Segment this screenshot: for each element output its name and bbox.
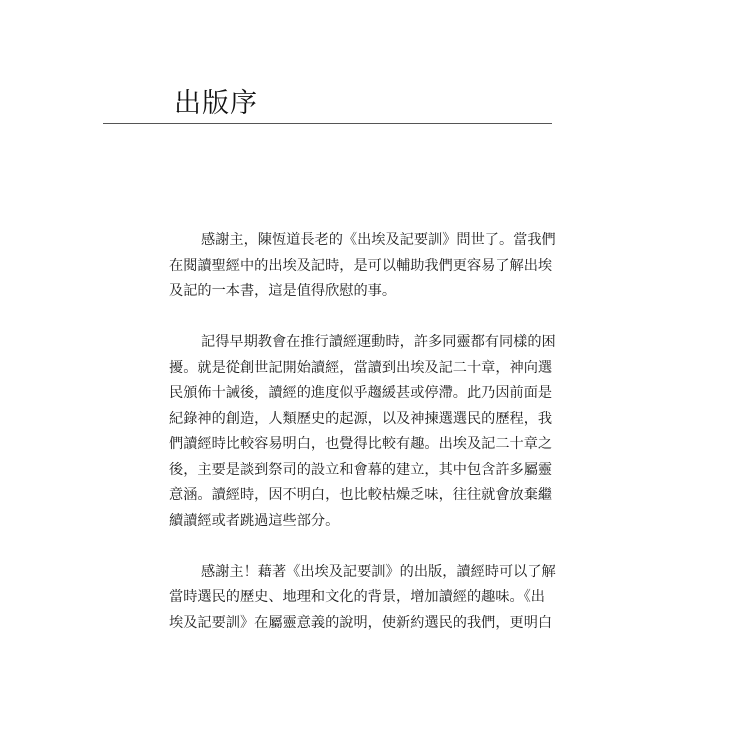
text-line: 民頒佈十誡後，讀經的進度似乎趨緩甚或停滯。此乃因前面是 (169, 385, 553, 401)
text-line: 擾。就是從創世記開始讀經，當讀到出埃及記二十章，神向選 (169, 359, 553, 376)
text-line: 紀錄神的創造，人類歷史的起源，以及神揀選選民的歷程，我 (169, 410, 553, 427)
paragraph (169, 228, 589, 305)
text-line: 感謝主，陳恆道長老的《出埃及記要訓》問世了。當我們 (201, 232, 556, 248)
page-title: 出版序 (174, 88, 258, 119)
text-line: 當時選民的歷史、地理和文化的背景，增加讀經的趣味。《出 (169, 589, 545, 605)
text-line: 埃及記要訓》在屬靈意義的說明，使新約選民的我們，更明白 (169, 614, 553, 631)
title-divider (103, 123, 552, 124)
paragraph (169, 330, 589, 534)
text-line: 記得早期教會在推行讀經運動時，許多同靈都有同樣的困 (201, 334, 556, 350)
text-line: 在閱讀聖經中的出埃及記時，是可以輔助我們更容易了解出埃 (169, 257, 553, 274)
text-line: 續讀經或者跳過這些部分。 (169, 512, 340, 529)
text-line: 意涵。讀經時，因不明白，也比較枯燥乏味，往往就會放棄繼 (169, 487, 553, 503)
paragraph (169, 560, 589, 637)
body-text (169, 228, 589, 636)
text-line: 及記的一本書，這是值得欣慰的事。 (169, 283, 397, 299)
text-line: 後，主要是談到祭司的設立和會幕的建立，其中包含許多屬靈 (169, 461, 553, 478)
text-line: 感謝主！藉著《出埃及記要訓》的出版，讀經時可以了解 (201, 563, 556, 580)
text-line: 們讀經時比較容易明白，也覺得比較有趣。出埃及記二十章之 (169, 436, 553, 452)
